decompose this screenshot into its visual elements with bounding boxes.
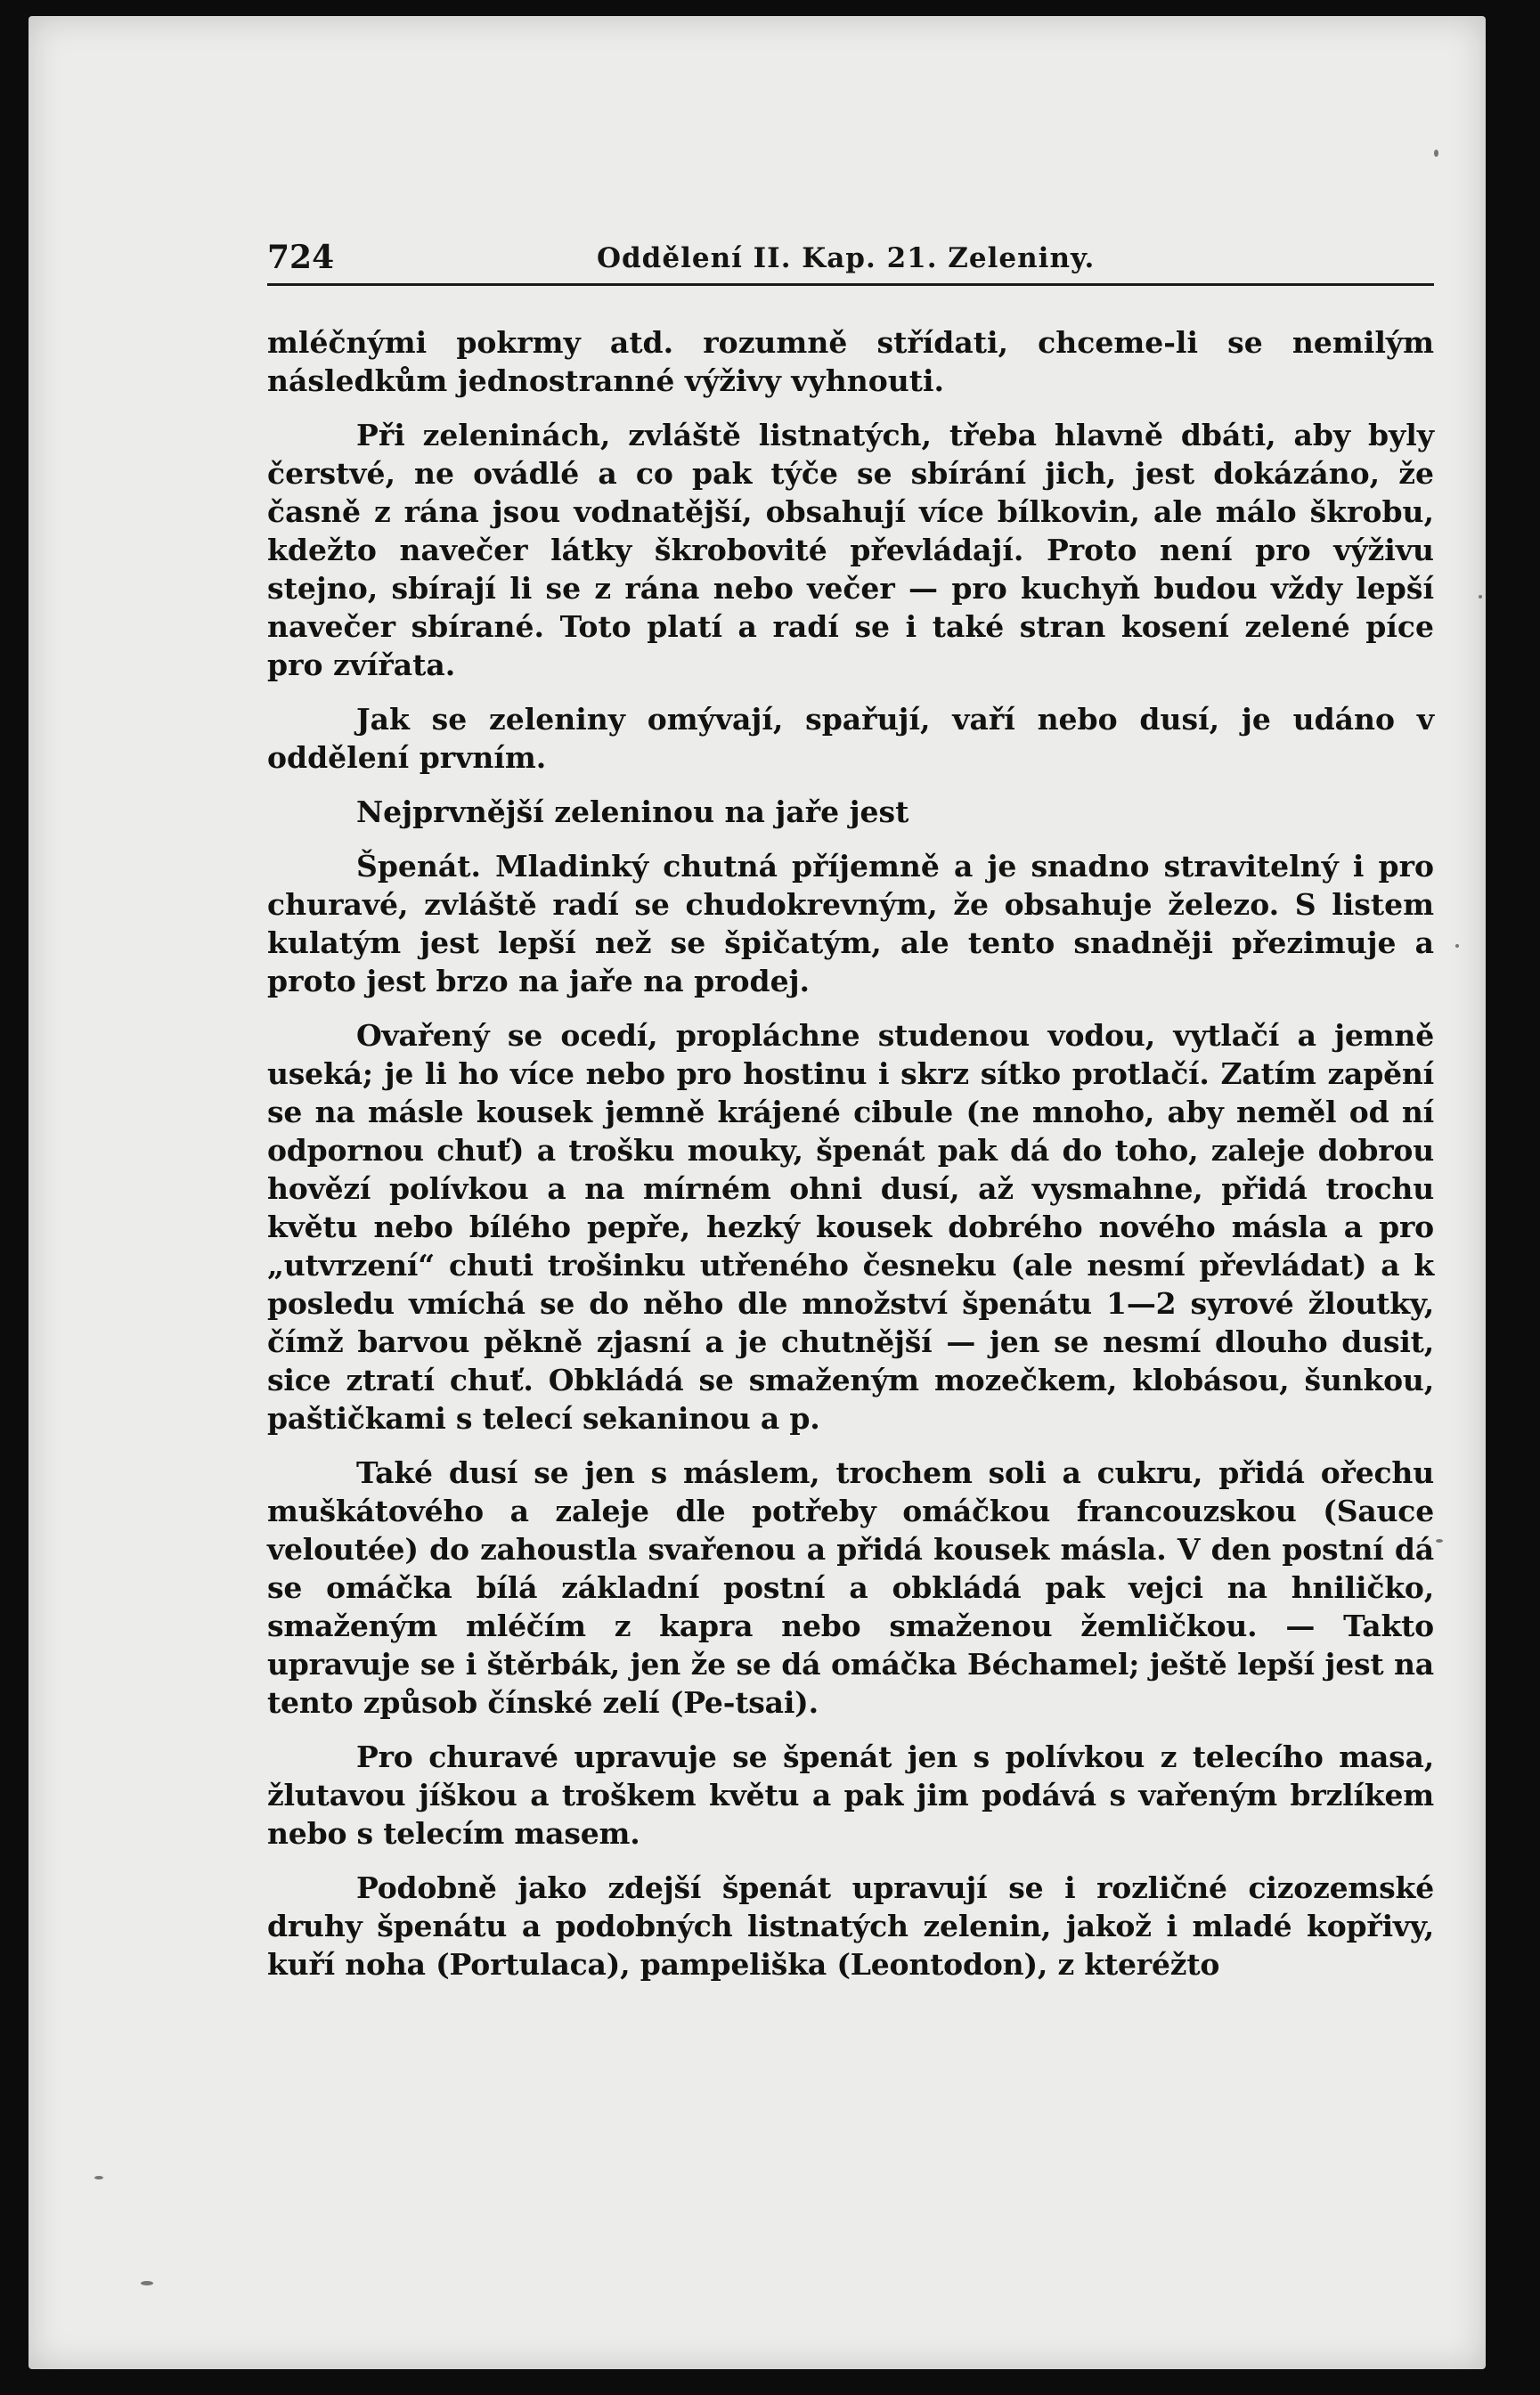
paragraph-vegetable-freshness: Při zeleninách, zvláště listnatých, třeba hlavně dbáti, aby byly čerstvé, ne ovádlé a co pak týče se sbírání jich, jest dokázáno, že časně z rána jsou vodnatější, obsahují více bílkovin, ale málo škrobu, kdežto navečer látky škrobovité převládají. Proto není pro výživu stejno, sbírají li se z rána nebo večer — pro kuchyň budou vždy lepší navečer sbírané. Toto platí a radí se i také stran kosení zelené píce pro zvířata.: [267, 418, 1434, 682]
paragraph-foreign-spinach: Podobně jako zdejší špenát upravují se i rozličné cizozemské druhy špenátu a podobných listnatých zelenin, jakož i mladé kopřivy, kuří noha (Portulaca), pampeliška (Leontodon), z kteréžto: [267, 1870, 1434, 1982]
scan-speck: [141, 2281, 153, 2285]
paragraph-spinach-sick: Pro churavé upravuje se špenát jen s polívkou z telecího masa, žlutavou jíškou a troškem květu a pak jim podává s vařeným brzlíkem nebo s telecím masem.: [267, 1739, 1434, 1851]
scan-speck: [1434, 150, 1438, 157]
paragraph-spring-vegetable: Nejprvnější zeleninou na jaře jest: [356, 794, 909, 829]
page-body: [267, 323, 1434, 2000]
scan-speck: [1436, 1539, 1443, 1543]
running-title: Oddělení II. Kap. 21. Zeleniny.: [597, 242, 1096, 274]
paragraph-spinach-preparation: Ovařený se ocedí, propláchne studenou vodou, vytlačí a jemně useká; je li ho více nebo pro hostinu i skrz sítko protlačí. Zatím zapění se na másle kousek jemně krájené cibule (ne mnoho, aby neměl od ní odpornou chuť) a trošku mouky, špenát pak dá do toho, zaleje dobrou hovězí polívkou a na mírném ohni dusí, až vysmahne, přidá trochu květu nebo bílého pepře, hezký kousek dobrého nového másla a pro „utvrzení“ chuti trošinku utřeného česneku (ale nesmí převládat) a k posledu vmíchá se do něho dle množství špenátu 1—2 syrové žloutky, čímž barvou pěkně zjasní a je chutnější — jen se nesmí dlouho dusit, sice ztratí chuť. Obkládá se smaženým mozečkem, klobásou, šunkou, paštičkami s telecí sekaninou a p.: [267, 1018, 1434, 1436]
spinach-intro-text: Mladinký chutná příjemně a je snadno stravitelný i pro churavé, zvláště radí se chudokrevným, že obsahuje železo. S listem kulatým jest lepší než se špičatým, ale tento snadněji přezimuje a proto jest brzo na jaře na prodej.: [267, 849, 1434, 998]
paragraph-continuation: mléčnými pokrmy atd. rozumně střídati, chceme-li se nemilým následkům jednostranné výživy vyhnouti.: [267, 325, 1434, 398]
paragraph-spinach-intro: [267, 847, 1434, 1000]
scanned-page: [29, 16, 1486, 2369]
page-header: [267, 233, 1434, 286]
scan-speck: [1479, 595, 1482, 599]
paragraph-washing-note: Jak se zeleniny omývají, spařují, vaří nebo dusí, je udáno v oddělení prvním.: [267, 702, 1434, 775]
scan-speck: [94, 2176, 103, 2179]
page-number: 724: [267, 239, 335, 276]
scan-speck: [1455, 944, 1459, 948]
paragraph-spinach-butter: Také dusí se jen s máslem, trochem soli a cukru, přidá ořechu muškátového a zaleje dle potřeby omáčkou francouzskou (Sauce veloutée) do zahoustla svařenou a přidá kousek másla. V den postní dá se omáčka bílá základní postní a obkládá pak vejci na hniličko, smaženým mléčím z kapra nebo smaženou žemličkou. — Takto upravuje se i štěrbák, jen že se dá omáčka Béchamel; ještě lepší jest na tento způsob čínské zelí (Pe-tsai).: [267, 1455, 1434, 1720]
spinach-heading: Špenát.: [356, 849, 482, 884]
